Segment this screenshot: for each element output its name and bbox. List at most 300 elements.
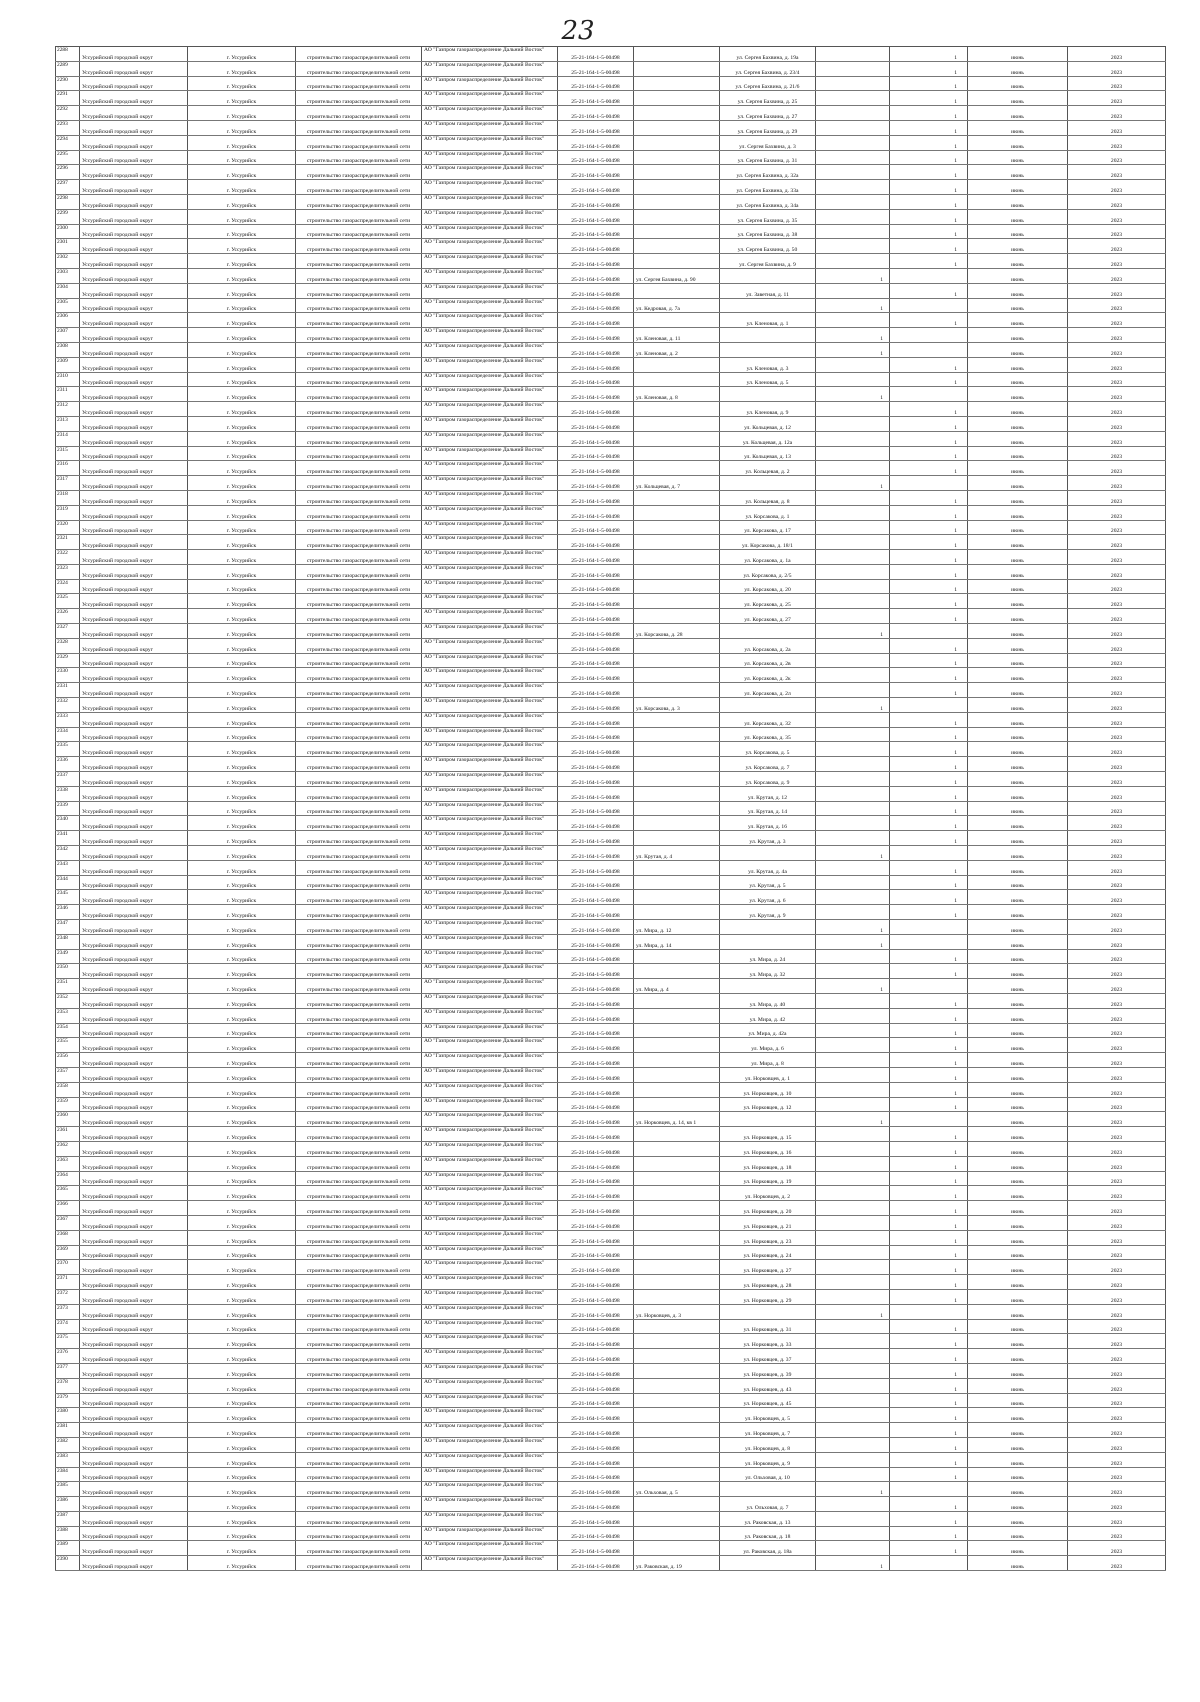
quantity-primary-cell — [816, 372, 890, 387]
contractor-cell: АО "Газпром газораспределение Дальний Восток" — [422, 313, 558, 328]
quantity-secondary-cell: 1 — [890, 431, 968, 446]
code-cell: 25-21-164-1-5-00498 — [558, 209, 634, 224]
year-cell: 2023 — [1068, 1526, 1166, 1541]
contractor-cell: АО "Газпром газораспределение Дальний Восток" — [422, 61, 558, 76]
city-cell: г. Уссурийск — [188, 1275, 296, 1290]
quantity-primary-cell — [816, 91, 890, 106]
table-row — [56, 1497, 1166, 1512]
code-cell: 25-21-164-1-5-00498 — [558, 431, 634, 446]
address-secondary-cell — [720, 476, 816, 491]
city-cell: г. Уссурийск — [188, 1260, 296, 1275]
quantity-primary-cell — [816, 579, 890, 594]
address-primary-cell — [634, 1467, 720, 1482]
month-cell: июнь — [968, 816, 1068, 831]
municipality-cell: Уссурийский городской округ — [80, 1497, 188, 1512]
city-cell: г. Уссурийск — [188, 61, 296, 76]
quantity-secondary-cell: 1 — [890, 1378, 968, 1393]
year-cell: 2023 — [1068, 1378, 1166, 1393]
month-cell: июнь — [968, 1038, 1068, 1053]
quantity-primary-cell — [816, 1526, 890, 1541]
contractor-cell: АО "Газпром газораспределение Дальний Восток" — [422, 683, 558, 698]
address-primary-cell — [634, 313, 720, 328]
quantity-primary-cell — [816, 1423, 890, 1438]
row-number: 2370 — [56, 1260, 80, 1275]
code-cell: 25-21-164-1-5-00498 — [558, 1097, 634, 1112]
quantity-primary-cell — [816, 1541, 890, 1556]
code-cell: 25-21-164-1-5-00498 — [558, 1482, 634, 1497]
year-cell: 2023 — [1068, 698, 1166, 713]
quantity-secondary-cell: 1 — [890, 1127, 968, 1142]
municipality-cell: Уссурийский городской округ — [80, 461, 188, 476]
municipality-cell: Уссурийский городской округ — [80, 1393, 188, 1408]
month-cell: июнь — [968, 239, 1068, 254]
row-number: 2310 — [56, 372, 80, 387]
code-cell: 25-21-164-1-5-00498 — [558, 328, 634, 343]
quantity-secondary-cell: 1 — [890, 564, 968, 579]
row-number: 2317 — [56, 476, 80, 491]
table-row — [56, 224, 1166, 239]
month-cell: июнь — [968, 1097, 1068, 1112]
code-cell: 25-21-164-1-5-00498 — [558, 564, 634, 579]
city-cell: г. Уссурийск — [188, 875, 296, 890]
quantity-secondary-cell: 1 — [890, 949, 968, 964]
city-cell: г. Уссурийск — [188, 268, 296, 283]
address-secondary-cell: ул. Норковцев, д. 23 — [720, 1230, 816, 1245]
table-row — [56, 1541, 1166, 1556]
quantity-primary-cell — [816, 1452, 890, 1467]
table-row — [56, 47, 1166, 62]
address-primary-cell — [634, 683, 720, 698]
address-primary-cell — [634, 194, 720, 209]
quantity-secondary-cell: 1 — [890, 1467, 968, 1482]
address-primary-cell — [634, 135, 720, 150]
municipality-cell: Уссурийский городской округ — [80, 1171, 188, 1186]
quantity-secondary-cell: 1 — [890, 1349, 968, 1364]
address-secondary-cell: ул. Раковская, д. 13 — [720, 1511, 816, 1526]
quantity-secondary-cell: 1 — [890, 1423, 968, 1438]
quantity-secondary-cell: 1 — [890, 1526, 968, 1541]
code-cell: 25-21-164-1-5-00498 — [558, 61, 634, 76]
contractor-cell: АО "Газпром газораспределение Дальний Восток" — [422, 801, 558, 816]
quantity-secondary-cell: 1 — [890, 712, 968, 727]
code-cell: 25-21-164-1-5-00498 — [558, 1038, 634, 1053]
code-cell: 25-21-164-1-5-00498 — [558, 786, 634, 801]
table-row — [56, 624, 1166, 639]
city-cell: г. Уссурийск — [188, 209, 296, 224]
month-cell: июнь — [968, 431, 1068, 446]
quantity-primary-cell — [816, 550, 890, 565]
table-row — [56, 357, 1166, 372]
row-number: 2346 — [56, 905, 80, 920]
municipality-cell: Уссурийский городской округ — [80, 1067, 188, 1082]
work-type-cell: строительство газораспределительной сети — [296, 1053, 422, 1068]
quantity-primary-cell — [816, 446, 890, 461]
month-cell: июнь — [968, 905, 1068, 920]
work-type-cell: строительство газораспределительной сети — [296, 1423, 422, 1438]
contractor-cell: АО "Газпром газораспределение Дальний Восток" — [422, 742, 558, 757]
contractor-cell: АО "Газпром газораспределение Дальний Восток" — [422, 239, 558, 254]
quantity-primary-cell — [816, 150, 890, 165]
address-primary-cell — [634, 994, 720, 1009]
table-row — [56, 594, 1166, 609]
address-primary-cell — [634, 594, 720, 609]
row-number: 2329 — [56, 653, 80, 668]
code-cell: 25-21-164-1-5-00498 — [558, 727, 634, 742]
year-cell: 2023 — [1068, 564, 1166, 579]
municipality-cell: Уссурийский городской округ — [80, 579, 188, 594]
contractor-cell: АО "Газпром газораспределение Дальний Восток" — [422, 120, 558, 135]
quantity-secondary-cell: 1 — [890, 653, 968, 668]
work-type-cell: строительство газораспределительной сети — [296, 535, 422, 550]
month-cell: июнь — [968, 653, 1068, 668]
data-table — [55, 46, 1166, 1571]
code-cell: 25-21-164-1-5-00498 — [558, 742, 634, 757]
city-cell: г. Уссурийск — [188, 1215, 296, 1230]
municipality-cell: Уссурийский городской округ — [80, 905, 188, 920]
quantity-secondary-cell: 1 — [890, 1082, 968, 1097]
address-primary-cell: ул. Кедровая, д. 7а — [634, 298, 720, 313]
address-secondary-cell: ул. Норковцев, д. 9 — [720, 1452, 816, 1467]
quantity-secondary-cell: 1 — [890, 254, 968, 269]
year-cell: 2023 — [1068, 209, 1166, 224]
address-secondary-cell: ул. Норковцев, д. 8 — [720, 1437, 816, 1452]
municipality-cell: Уссурийский городской округ — [80, 638, 188, 653]
municipality-cell: Уссурийский городской округ — [80, 1038, 188, 1053]
work-type-cell: строительство газораспределительной сети — [296, 846, 422, 861]
address-primary-cell — [634, 550, 720, 565]
quantity-secondary-cell: 1 — [890, 1171, 968, 1186]
code-cell: 25-21-164-1-5-00498 — [558, 668, 634, 683]
address-secondary-cell — [720, 624, 816, 639]
quantity-primary-cell: 1 — [816, 624, 890, 639]
work-type-cell: строительство газораспределительной сети — [296, 1467, 422, 1482]
contractor-cell: АО "Газпром газораспределение Дальний Восток" — [422, 520, 558, 535]
contractor-cell: АО "Газпром газораспределение Дальний Восток" — [422, 1230, 558, 1245]
row-number: 2297 — [56, 180, 80, 195]
table-row — [56, 1393, 1166, 1408]
address-primary-cell — [634, 431, 720, 446]
quantity-secondary-cell: 1 — [890, 1334, 968, 1349]
quantity-primary-cell — [816, 1289, 890, 1304]
municipality-cell: Уссурийский городской округ — [80, 653, 188, 668]
table-row — [56, 1215, 1166, 1230]
city-cell: г. Уссурийск — [188, 298, 296, 313]
municipality-cell: Уссурийский городской округ — [80, 1112, 188, 1127]
code-cell: 25-21-164-1-5-00498 — [558, 1467, 634, 1482]
month-cell: июнь — [968, 47, 1068, 62]
quantity-primary-cell — [816, 890, 890, 905]
address-secondary-cell: ул. Норковцев, д. 31 — [720, 1319, 816, 1334]
quantity-primary-cell — [816, 1215, 890, 1230]
contractor-cell: АО "Газпром газораспределение Дальний Восток" — [422, 846, 558, 861]
quantity-primary-cell — [816, 461, 890, 476]
work-type-cell: строительство газораспределительной сети — [296, 490, 422, 505]
code-cell: 25-21-164-1-5-00498 — [558, 520, 634, 535]
code-cell: 25-21-164-1-5-00498 — [558, 91, 634, 106]
address-primary-cell — [634, 742, 720, 757]
address-secondary-cell: ул. Корсакова, д. 18/1 — [720, 535, 816, 550]
address-secondary-cell: ул. Норковцев, д. 27 — [720, 1260, 816, 1275]
year-cell: 2023 — [1068, 949, 1166, 964]
address-primary-cell — [634, 1186, 720, 1201]
address-secondary-cell — [720, 342, 816, 357]
municipality-cell: Уссурийский городской округ — [80, 1363, 188, 1378]
code-cell: 25-21-164-1-5-00498 — [558, 387, 634, 402]
address-primary-cell — [634, 254, 720, 269]
row-number: 2311 — [56, 387, 80, 402]
quantity-primary-cell — [816, 520, 890, 535]
address-primary-cell — [634, 890, 720, 905]
address-primary-cell — [634, 1497, 720, 1512]
row-number: 2380 — [56, 1408, 80, 1423]
work-type-cell: строительство газораспределительной сети — [296, 949, 422, 964]
month-cell: июнь — [968, 949, 1068, 964]
code-cell: 25-21-164-1-5-00498 — [558, 1304, 634, 1319]
work-type-cell: строительство газораспределительной сети — [296, 1482, 422, 1497]
address-primary-cell: ул. Мира, д. 14 — [634, 934, 720, 949]
city-cell: г. Уссурийск — [188, 254, 296, 269]
year-cell: 2023 — [1068, 1511, 1166, 1526]
year-cell: 2023 — [1068, 979, 1166, 994]
row-number: 2318 — [56, 490, 80, 505]
municipality-cell: Уссурийский городской округ — [80, 609, 188, 624]
municipality-cell: Уссурийский городской округ — [80, 150, 188, 165]
code-cell: 25-21-164-1-5-00498 — [558, 772, 634, 787]
municipality-cell: Уссурийский городской округ — [80, 831, 188, 846]
contractor-cell: АО "Газпром газораспределение Дальний Восток" — [422, 1334, 558, 1349]
quantity-primary-cell — [816, 209, 890, 224]
municipality-cell: Уссурийский городской округ — [80, 1156, 188, 1171]
address-primary-cell — [634, 638, 720, 653]
quantity-secondary-cell: 1 — [890, 1215, 968, 1230]
municipality-cell: Уссурийский городской округ — [80, 698, 188, 713]
year-cell: 2023 — [1068, 76, 1166, 91]
contractor-cell: АО "Газпром газораспределение Дальний Восток" — [422, 786, 558, 801]
quantity-primary-cell — [816, 120, 890, 135]
quantity-secondary-cell: 1 — [890, 1141, 968, 1156]
address-primary-cell — [634, 1245, 720, 1260]
city-cell: г. Уссурийск — [188, 786, 296, 801]
contractor-cell: АО "Газпром газораспределение Дальний Восток" — [422, 1511, 558, 1526]
quantity-primary-cell: 1 — [816, 846, 890, 861]
address-primary-cell — [634, 461, 720, 476]
work-type-cell: строительство газораспределительной сети — [296, 890, 422, 905]
year-cell: 2023 — [1068, 905, 1166, 920]
code-cell: 25-21-164-1-5-00498 — [558, 461, 634, 476]
address-primary-cell — [634, 224, 720, 239]
contractor-cell: АО "Газпром газораспределение Дальний Восток" — [422, 1097, 558, 1112]
contractor-cell: АО "Газпром газораспределение Дальний Восток" — [422, 1363, 558, 1378]
year-cell: 2023 — [1068, 180, 1166, 195]
code-cell: 25-21-164-1-5-00498 — [558, 1067, 634, 1082]
work-type-cell: строительство газораспределительной сети — [296, 564, 422, 579]
code-cell: 25-21-164-1-5-00498 — [558, 1452, 634, 1467]
work-type-cell: строительство газораспределительной сети — [296, 239, 422, 254]
table-row — [56, 1053, 1166, 1068]
month-cell: июнь — [968, 1408, 1068, 1423]
work-type-cell: строительство газораспределительной сети — [296, 1497, 422, 1512]
quantity-secondary-cell: 1 — [890, 61, 968, 76]
address-secondary-cell — [720, 328, 816, 343]
municipality-cell: Уссурийский городской округ — [80, 727, 188, 742]
quantity-secondary-cell: 1 — [890, 446, 968, 461]
year-cell: 2023 — [1068, 934, 1166, 949]
work-type-cell: строительство газораспределительной сети — [296, 461, 422, 476]
quantity-primary-cell — [816, 535, 890, 550]
municipality-cell: Уссурийский городской округ — [80, 1541, 188, 1556]
address-secondary-cell: ул. Норковцев, д. 1 — [720, 1067, 816, 1082]
municipality-cell: Уссурийский городской округ — [80, 194, 188, 209]
address-secondary-cell: ул. Норковцев, д. 37 — [720, 1349, 816, 1364]
municipality-cell: Уссурийский городской округ — [80, 1511, 188, 1526]
table-row — [56, 1304, 1166, 1319]
contractor-cell: АО "Газпром газораспределение Дальний Восток" — [422, 431, 558, 446]
quantity-secondary-cell: 1 — [890, 1393, 968, 1408]
address-primary-cell — [634, 535, 720, 550]
row-number: 2301 — [56, 239, 80, 254]
month-cell: июнь — [968, 254, 1068, 269]
address-secondary-cell: ул. Сергея Бахвина, д. 32а — [720, 165, 816, 180]
contractor-cell: АО "Газпром газораспределение Дальний Восток" — [422, 535, 558, 550]
work-type-cell: строительство газораспределительной сети — [296, 150, 422, 165]
quantity-secondary-cell: 1 — [890, 416, 968, 431]
municipality-cell: Уссурийский городской округ — [80, 816, 188, 831]
row-number: 2363 — [56, 1156, 80, 1171]
row-number: 2360 — [56, 1112, 80, 1127]
code-cell: 25-21-164-1-5-00498 — [558, 1497, 634, 1512]
row-number: 2384 — [56, 1467, 80, 1482]
code-cell: 25-21-164-1-5-00498 — [558, 106, 634, 121]
month-cell: июнь — [968, 357, 1068, 372]
code-cell: 25-21-164-1-5-00498 — [558, 875, 634, 890]
row-number: 2373 — [56, 1304, 80, 1319]
address-primary-cell — [634, 1260, 720, 1275]
address-secondary-cell: ул. Корсакова, д. 2к — [720, 668, 816, 683]
month-cell: июнь — [968, 387, 1068, 402]
municipality-cell: Уссурийский городской округ — [80, 165, 188, 180]
month-cell: июнь — [968, 313, 1068, 328]
row-number: 2293 — [56, 120, 80, 135]
city-cell: г. Уссурийск — [188, 194, 296, 209]
address-primary-cell — [634, 91, 720, 106]
work-type-cell: строительство газораспределительной сети — [296, 194, 422, 209]
table-row — [56, 1556, 1166, 1571]
contractor-cell: АО "Газпром газораспределение Дальний Восток" — [422, 594, 558, 609]
quantity-primary-cell — [816, 949, 890, 964]
quantity-secondary-cell: 1 — [890, 1245, 968, 1260]
address-primary-cell — [634, 1141, 720, 1156]
address-primary-cell — [634, 1053, 720, 1068]
contractor-cell: АО "Газпром газораспределение Дальний Восток" — [422, 254, 558, 269]
quantity-secondary-cell: 1 — [890, 313, 968, 328]
address-secondary-cell: ул. Сергея Бахвина, д. 50 — [720, 239, 816, 254]
city-cell: г. Уссурийск — [188, 1482, 296, 1497]
city-cell: г. Уссурийск — [188, 564, 296, 579]
month-cell: июнь — [968, 979, 1068, 994]
quantity-secondary-cell — [890, 846, 968, 861]
municipality-cell: Уссурийский городской округ — [80, 1349, 188, 1364]
city-cell: г. Уссурийск — [188, 120, 296, 135]
address-secondary-cell: ул. Кольцевая, д. 13 — [720, 446, 816, 461]
code-cell: 25-21-164-1-5-00498 — [558, 860, 634, 875]
work-type-cell: строительство газораспределительной сети — [296, 831, 422, 846]
city-cell: г. Уссурийск — [188, 1393, 296, 1408]
address-primary-cell — [634, 875, 720, 890]
work-type-cell: строительство газораспределительной сети — [296, 520, 422, 535]
city-cell: г. Уссурийск — [188, 1082, 296, 1097]
year-cell: 2023 — [1068, 194, 1166, 209]
work-type-cell: строительство газораспределительной сети — [296, 757, 422, 772]
municipality-cell: Уссурийский городской округ — [80, 328, 188, 343]
month-cell: июнь — [968, 1245, 1068, 1260]
contractor-cell: АО "Газпром газораспределение Дальний Восток" — [422, 1482, 558, 1497]
year-cell: 2023 — [1068, 1186, 1166, 1201]
address-primary-cell — [634, 1156, 720, 1171]
contractor-cell: АО "Газпром газораспределение Дальний Восток" — [422, 1156, 558, 1171]
city-cell: г. Уссурийск — [188, 1038, 296, 1053]
quantity-secondary-cell: 1 — [890, 1067, 968, 1082]
row-number: 2328 — [56, 638, 80, 653]
year-cell: 2023 — [1068, 1452, 1166, 1467]
code-cell: 25-21-164-1-5-00498 — [558, 934, 634, 949]
work-type-cell: строительство газораспределительной сети — [296, 1230, 422, 1245]
city-cell: г. Уссурийск — [188, 224, 296, 239]
row-number: 2294 — [56, 135, 80, 150]
table-row — [56, 446, 1166, 461]
address-secondary-cell: ул. Корсакова, д. 2л — [720, 683, 816, 698]
city-cell: г. Уссурийск — [188, 1201, 296, 1216]
code-cell: 25-21-164-1-5-00498 — [558, 979, 634, 994]
work-type-cell: строительство газораспределительной сети — [296, 801, 422, 816]
row-number: 2386 — [56, 1497, 80, 1512]
code-cell: 25-21-164-1-5-00498 — [558, 1171, 634, 1186]
quantity-primary-cell — [816, 994, 890, 1009]
contractor-cell: АО "Газпром газораспределение Дальний Восток" — [422, 653, 558, 668]
code-cell: 25-21-164-1-5-00498 — [558, 505, 634, 520]
city-cell: г. Уссурийск — [188, 653, 296, 668]
address-secondary-cell — [720, 979, 816, 994]
city-cell: г. Уссурийск — [188, 801, 296, 816]
municipality-cell: Уссурийский городской округ — [80, 180, 188, 195]
municipality-cell: Уссурийский городской округ — [80, 875, 188, 890]
address-secondary-cell — [720, 846, 816, 861]
table-row — [56, 1171, 1166, 1186]
quantity-primary-cell — [816, 1511, 890, 1526]
row-number: 2334 — [56, 727, 80, 742]
address-primary-cell — [634, 757, 720, 772]
quantity-secondary-cell — [890, 1556, 968, 1571]
work-type-cell: строительство газораспределительной сети — [296, 860, 422, 875]
contractor-cell: АО "Газпром газораспределение Дальний Восток" — [422, 698, 558, 713]
work-type-cell: строительство газораспределительной сети — [296, 106, 422, 121]
year-cell: 2023 — [1068, 1349, 1166, 1364]
quantity-primary-cell: 1 — [816, 1482, 890, 1497]
municipality-cell: Уссурийский городской округ — [80, 934, 188, 949]
code-cell: 25-21-164-1-5-00498 — [558, 1127, 634, 1142]
city-cell: г. Уссурийск — [188, 1319, 296, 1334]
municipality-cell: Уссурийский городской округ — [80, 1378, 188, 1393]
month-cell: июнь — [968, 298, 1068, 313]
quantity-primary-cell — [816, 594, 890, 609]
quantity-secondary-cell: 1 — [890, 1230, 968, 1245]
work-type-cell: строительство газораспределительной сети — [296, 402, 422, 417]
table-row — [56, 1452, 1166, 1467]
address-primary-cell — [634, 1349, 720, 1364]
table-row — [56, 461, 1166, 476]
work-type-cell: строительство газораспределительной сети — [296, 1334, 422, 1349]
table-row — [56, 1156, 1166, 1171]
contractor-cell: АО "Газпром газораспределение Дальний Восток" — [422, 209, 558, 224]
